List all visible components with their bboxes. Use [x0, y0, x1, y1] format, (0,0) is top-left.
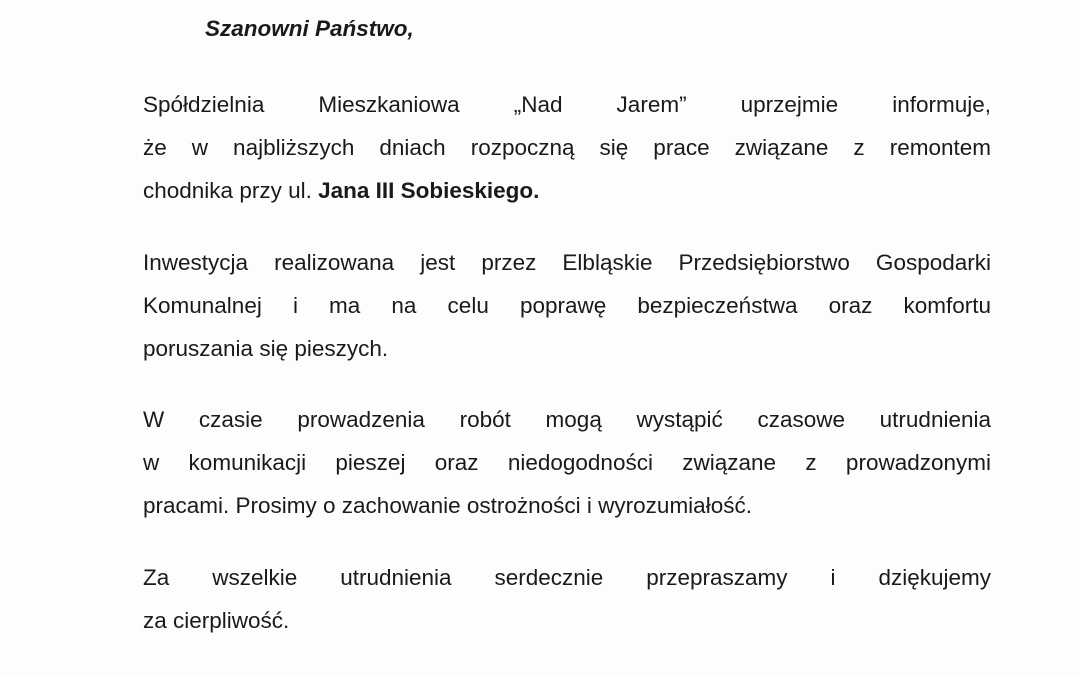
paragraph-apology	[143, 556, 991, 642]
paragraph-line: że w najbliższych dniach rozpoczną się prace związane z remontem	[143, 135, 991, 160]
paragraph-line: Za wszelkie utrudnienia serdecznie przepraszamy i dziękujemy	[143, 565, 991, 590]
paragraph-line: W czasie prowadzenia robót mogą wystąpić czasowe utrudnienia	[143, 407, 991, 432]
paragraph-line: pracami. Prosimy o zachowanie ostrożności i wyrozumiałość.	[143, 493, 752, 518]
paragraph-line: Inwestycja realizowana jest przez Elbląskie Przedsiębiorstwo Gospodarki	[143, 250, 991, 275]
paragraph-line: w komunikacji pieszej oraz niedogodności związane z prowadzonymi	[143, 450, 991, 475]
letter-greeting: Szanowni Państwo,	[205, 16, 414, 41]
paragraph-line: Komunalnej i ma na celu poprawę bezpieczeństwa oraz komfortu	[143, 293, 991, 318]
paragraph-announcement	[143, 83, 991, 212]
paragraph-line	[143, 169, 991, 212]
line-text: chodnika przy ul.	[143, 178, 319, 203]
street-name: Jana III Sobieskiego.	[318, 178, 540, 203]
paragraph-line: Spółdzielnia Mieszkaniowa „Nad Jarem” uprzejmie informuje,	[143, 92, 991, 117]
paragraph-disruptions	[143, 398, 991, 527]
paragraph-line: poruszania się pieszych.	[143, 336, 389, 361]
paragraph-line: za cierpliwość.	[143, 608, 290, 633]
paragraph-investment	[143, 241, 991, 370]
